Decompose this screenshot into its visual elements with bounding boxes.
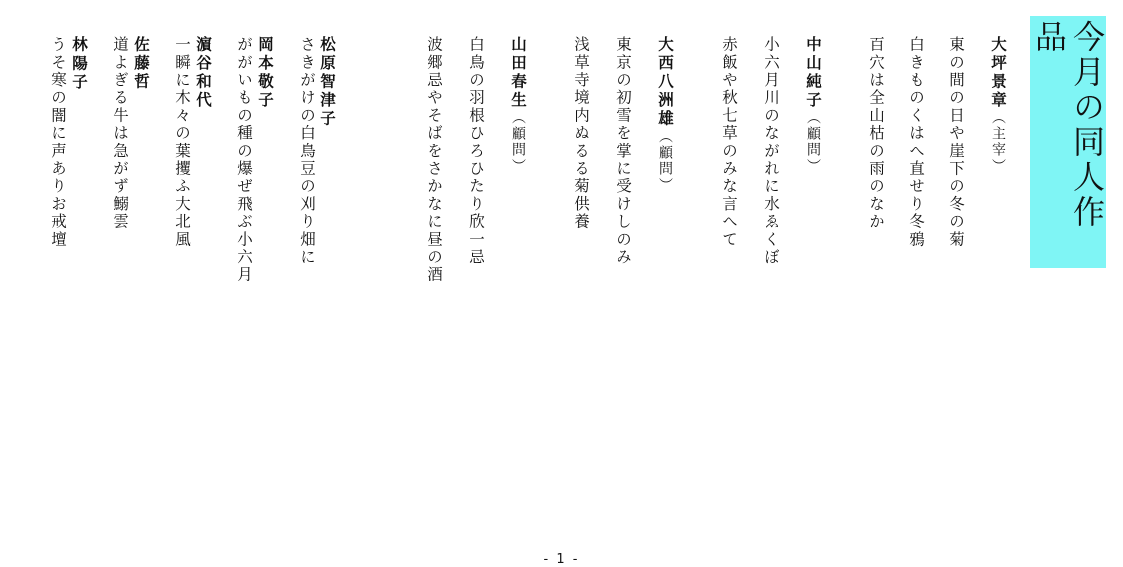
haiku-line: 一瞬に木々の葉攫ふ大北風: [173, 36, 191, 249]
haiku-line: さきがけの白鳥豆の刈り畑に: [298, 36, 316, 267]
page-title: [1030, 16, 1106, 268]
haiku-line: 道よぎる牛は急がず鰯雲: [111, 36, 129, 231]
haiku-line: うそ寒の闇に声ありお戒壇: [49, 36, 67, 249]
author-role: （顧問）: [805, 110, 821, 175]
haiku-line: 東の間の日や崖下の冬の菊: [947, 36, 965, 249]
haiku-line: 白鳥の羽根ひろひたり欣一忌: [467, 36, 485, 267]
author-name: [193, 36, 213, 110]
author-name: [655, 36, 675, 193]
author-name: [988, 36, 1008, 175]
author-role: （顧問）: [657, 128, 673, 194]
author-given-name: 和代: [194, 73, 212, 110]
haiku-line: 東京の初雪を掌に受けしのみ: [614, 36, 632, 267]
author-surname: 林: [70, 36, 88, 55]
author-surname: 中山: [804, 36, 822, 73]
author-given-name: 春生: [509, 73, 527, 110]
haiku-line: 波郷忌やそばをさかなに昼の酒: [425, 36, 443, 284]
author-role: （主宰）: [990, 110, 1006, 175]
author-surname: 松原智津子: [318, 36, 336, 129]
author-surname: 佐藤: [132, 36, 150, 73]
author-given-name: 敬子: [256, 73, 274, 110]
author-given-name: 陽子: [70, 54, 88, 92]
author-surname: 岡本: [256, 36, 274, 73]
page-number: - 1 -: [543, 552, 580, 567]
author-given-name: 純子: [804, 73, 822, 110]
author-name: [131, 36, 151, 92]
haiku-line: ががいもの種の爆ぜ飛ぶ小六月: [235, 36, 253, 284]
author-name: [508, 36, 528, 175]
author-name: [69, 36, 89, 92]
haiku-line: 百穴は全山枯の雨のなか: [867, 36, 885, 231]
author-surname: 大西八洲雄: [656, 36, 674, 129]
author-name: [255, 36, 275, 110]
author-surname: 大坪: [989, 36, 1007, 73]
page-title-text: 今月の同人作品: [1030, 16, 1106, 268]
author-name: [803, 36, 823, 175]
author-surname: 山田: [509, 36, 527, 73]
haiku-line: 小六月川のながれに水ゑくぼ: [762, 36, 780, 267]
author-surname: 濵谷: [194, 36, 212, 73]
haiku-line: 白きものくはへ直せり冬鴉: [907, 36, 925, 249]
author-name: [317, 36, 337, 129]
author-role: （顧問）: [510, 110, 526, 175]
author-given-name: 景章: [989, 73, 1007, 110]
haiku-line: 赤飯や秋七草のみな言へて: [720, 36, 738, 249]
author-given-name: 哲: [132, 73, 150, 92]
haiku-line: 浅草寺境内ぬるる菊供養: [572, 36, 590, 231]
